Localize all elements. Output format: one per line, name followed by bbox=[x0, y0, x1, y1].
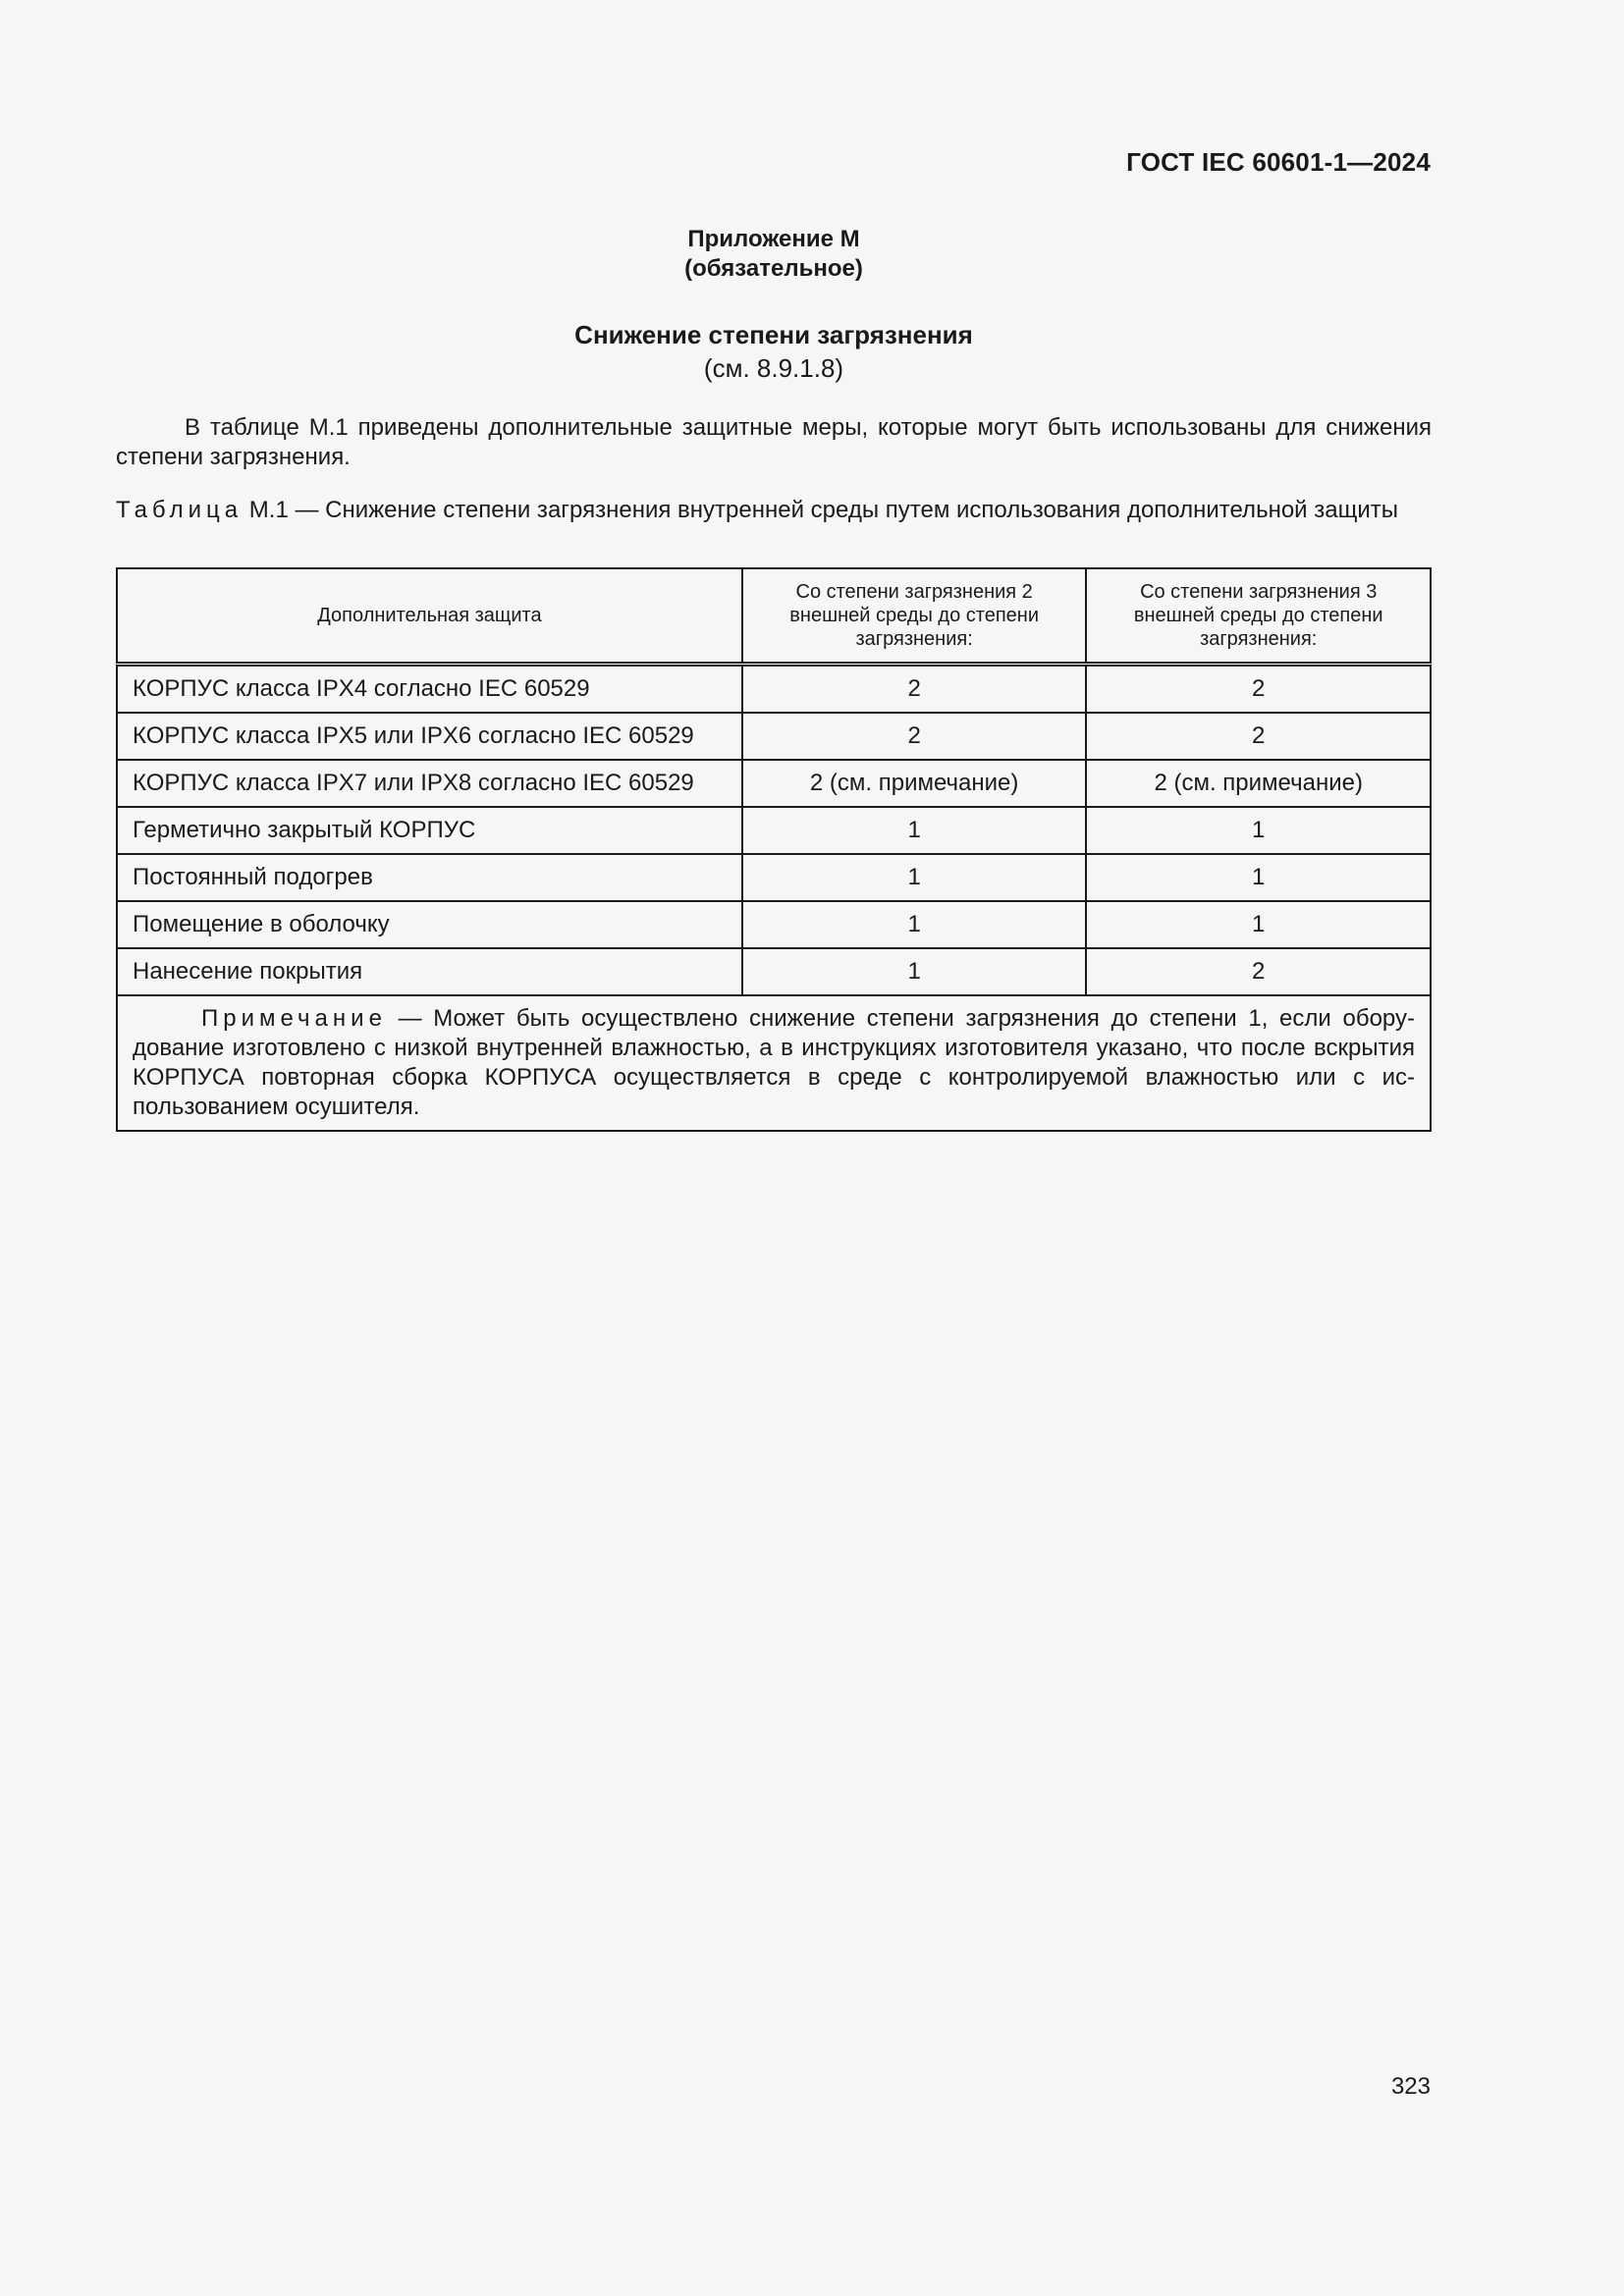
table-row bbox=[117, 760, 1431, 807]
cell-degree-2: 1 bbox=[742, 807, 1087, 854]
cell-degree-3: 2 bbox=[1086, 665, 1431, 714]
table-row bbox=[117, 665, 1431, 714]
cell-protection: Нанесение покрытия bbox=[117, 948, 742, 995]
table-caption-text: М.1 — Снижение степени загрязнения внутренней среды путем использования дополнительной защиты bbox=[243, 497, 1398, 523]
cell-degree-3: 2 bbox=[1086, 948, 1431, 995]
note-label: Примечание bbox=[201, 1005, 387, 1032]
cell-protection: Герметично закрытый КОРПУС bbox=[117, 807, 742, 854]
cell-degree-2: 2 bbox=[742, 713, 1087, 760]
cell-protection: КОРПУС класса IPX7 или IPX8 согласно IEC 60529 bbox=[117, 760, 742, 807]
cell-degree-2: 2 (см. примечание) bbox=[742, 760, 1087, 807]
pollution-table bbox=[116, 567, 1432, 1132]
header-degree-3: Со степени загрязнения 3 внешней среды до степени загрязнения: bbox=[1086, 568, 1431, 665]
table-row bbox=[117, 948, 1431, 995]
annex-heading bbox=[116, 225, 1432, 284]
table-caption bbox=[116, 496, 1432, 525]
cell-degree-2: 1 bbox=[742, 854, 1087, 901]
table-note bbox=[117, 995, 1431, 1131]
cell-degree-3: 1 bbox=[1086, 807, 1431, 854]
cell-degree-3: 1 bbox=[1086, 854, 1431, 901]
page-number: 323 bbox=[1390, 2073, 1431, 2100]
cell-degree-2: 1 bbox=[742, 948, 1087, 995]
table-note-row bbox=[117, 995, 1431, 1131]
header-protection: Дополнительная защита bbox=[117, 568, 742, 665]
note-text: — Может быть осуществлено снижение степени загрязнения до степени 1, если оборудование изготовлено с низкой внутренней влажностью, а в инструкциях изготовителя указано, что после вскрытия КОРПУСА повторная сборка КОРПУСА осуществляется в среде с контролируемой влажностью или с использованием осушителя. bbox=[133, 1005, 1415, 1120]
table-row bbox=[117, 713, 1431, 760]
cell-protection: Помещение в оболочку bbox=[117, 901, 742, 948]
cell-protection: Постоянный подогрев bbox=[117, 854, 742, 901]
table-row bbox=[117, 807, 1431, 854]
cell-degree-2: 2 bbox=[742, 665, 1087, 714]
header-degree-2: Со степени загрязнения 2 внешней среды до степени загрязнения: bbox=[742, 568, 1087, 665]
cell-protection: КОРПУС класса IPX5 или IPX6 согласно IEC 60529 bbox=[117, 713, 742, 760]
cell-protection: КОРПУС класса IPX4 согласно IEC 60529 bbox=[117, 665, 742, 714]
cell-degree-3: 2 bbox=[1086, 713, 1431, 760]
cell-degree-3: 2 (см. примечание) bbox=[1086, 760, 1431, 807]
annex-name: Приложение М bbox=[687, 226, 860, 252]
table-header-row bbox=[117, 568, 1431, 665]
cell-degree-3: 1 bbox=[1086, 901, 1431, 948]
intro-paragraph: В таблице М.1 приведены дополнительные защитные меры, которые могут быть использованы для снижения степени загрязнения. bbox=[116, 414, 1432, 470]
table-row bbox=[117, 854, 1431, 901]
standard-code: ГОСТ IEC 60601-1—2024 bbox=[1126, 147, 1431, 177]
annex-reference: (см. 8.9.1.8) bbox=[703, 353, 844, 383]
table-caption-label: Таблица bbox=[116, 497, 244, 523]
cell-degree-2: 1 bbox=[742, 901, 1087, 948]
annex-title: Снижение степени загрязнения bbox=[574, 320, 973, 349]
table-row bbox=[117, 901, 1431, 948]
annex-title-block bbox=[116, 318, 1432, 385]
annex-status: (обязательное) bbox=[684, 255, 863, 282]
